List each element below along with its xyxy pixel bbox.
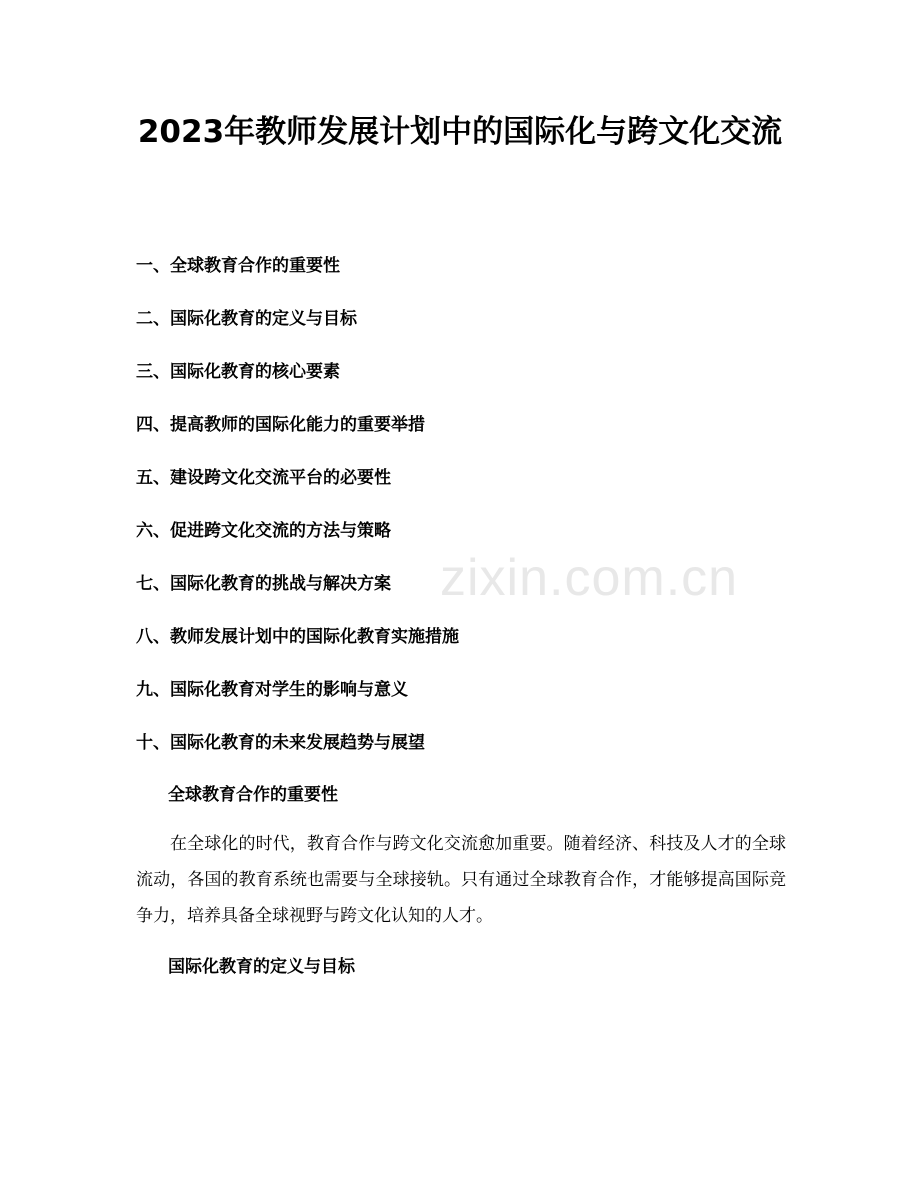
toc-item: 三、国际化教育的核心要素 [136, 362, 340, 382]
toc-item: 二、国际化教育的定义与目标 [136, 309, 357, 329]
toc-item: 七、国际化教育的挑战与解决方案 [136, 574, 391, 594]
toc-item: 四、提高教师的国际化能力的重要举措 [136, 415, 425, 435]
body-paragraph: 在全球化的时代，教育合作与跨文化交流愈加重要。随着经济、科技及人才的全球流动，各国的教育系统也需要与全球接轨。只有通过全球教育合作，才能够提高国际竞争力，培养具备全球视野与跨文化认知的人才。 [136, 834, 786, 926]
toc-item: 一、全球教育合作的重要性 [136, 256, 340, 276]
section-heading: 国际化教育的定义与目标 [168, 957, 355, 977]
toc-item: 六、促进跨文化交流的方法与策略 [136, 521, 391, 541]
toc-item: 九、国际化教育对学生的影响与意义 [136, 680, 408, 700]
section-heading: 全球教育合作的重要性 [168, 785, 338, 805]
watermark: zixin.com.cn [440, 549, 739, 607]
document-title: 2023年教师发展计划中的国际化与跨文化交流 [137, 114, 783, 150]
toc-item: 十、国际化教育的未来发展趋势与展望 [136, 733, 425, 753]
toc-item: 八、教师发展计划中的国际化教育实施措施 [136, 627, 459, 647]
toc-item: 五、建设跨文化交流平台的必要性 [136, 468, 391, 488]
